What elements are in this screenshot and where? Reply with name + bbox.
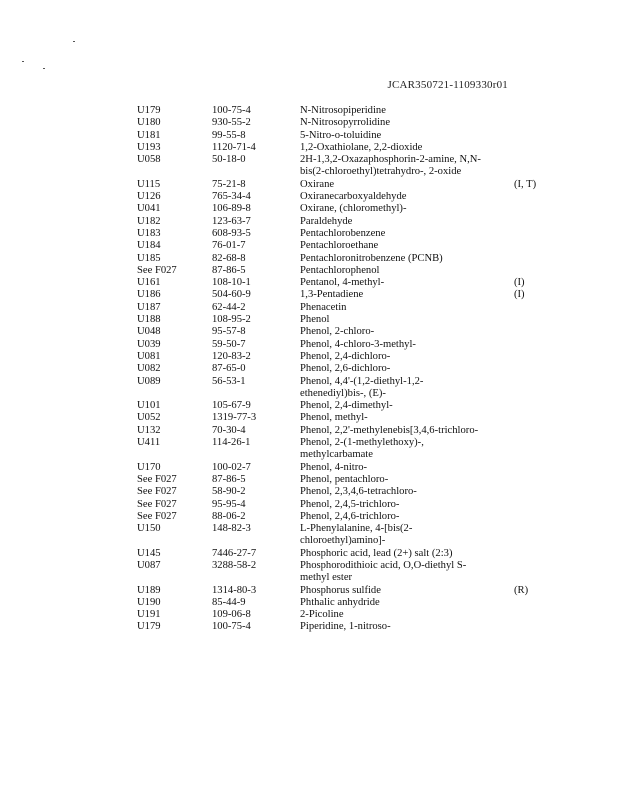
substance-name-line: Oxiranecarboxyaldehyde bbox=[300, 191, 407, 203]
table-row bbox=[0, 437, 618, 462]
waste-code: U058 bbox=[137, 154, 161, 166]
substance-name bbox=[300, 302, 512, 314]
substance-name bbox=[300, 228, 512, 240]
table-row bbox=[0, 277, 618, 289]
cas-number: 99-55-8 bbox=[212, 129, 246, 141]
substance-name bbox=[300, 609, 512, 621]
substance-name-line: Phosphorus sulfide bbox=[300, 584, 381, 596]
table-row bbox=[0, 621, 618, 633]
cas-number: 59-50-7 bbox=[212, 338, 246, 350]
waste-code: U081 bbox=[137, 350, 161, 362]
substance-name-line: Phenol, 4-nitro- bbox=[300, 461, 368, 473]
cas-number: 100-75-4 bbox=[212, 621, 251, 633]
cas-number: 82-68-8 bbox=[212, 252, 246, 264]
waste-code: U041 bbox=[137, 203, 161, 215]
substance-name bbox=[300, 326, 512, 338]
cas-number: 114-26-1 bbox=[212, 437, 251, 449]
substance-name-line: Phenol, 2,3,4,6-tetrachloro- bbox=[300, 486, 417, 498]
substance-name bbox=[300, 142, 512, 154]
substance-name-line: Phthalic anhydride bbox=[300, 596, 380, 608]
table-row bbox=[0, 154, 618, 179]
waste-code: U126 bbox=[137, 191, 161, 203]
substance-name-line: Pentachloronitrobenzene (PCNB) bbox=[300, 252, 443, 264]
substance-name bbox=[300, 216, 512, 228]
substance-name-line: Phenol, pentachloro- bbox=[300, 473, 389, 485]
waste-code: U179 bbox=[137, 105, 161, 116]
scan-speck bbox=[22, 61, 24, 62]
cas-number: 765-34-4 bbox=[212, 191, 251, 203]
hazard-code: (I) bbox=[514, 277, 525, 289]
substance-name-line: Phenol bbox=[300, 314, 330, 326]
waste-code: U082 bbox=[137, 363, 161, 375]
table-row bbox=[0, 105, 618, 117]
table-row bbox=[0, 363, 618, 375]
table-row bbox=[0, 179, 618, 191]
substance-name bbox=[300, 179, 512, 191]
table-row bbox=[0, 130, 618, 142]
waste-code: U115 bbox=[137, 178, 161, 190]
substance-name-line: N-Nitrosopyrrolidine bbox=[300, 117, 391, 129]
substance-name bbox=[300, 548, 512, 560]
table-row bbox=[0, 326, 618, 338]
substance-name bbox=[300, 289, 512, 301]
substance-name bbox=[300, 499, 512, 511]
substance-name bbox=[300, 314, 512, 326]
document-id: JCAR350721-1109330r01 bbox=[387, 79, 508, 91]
waste-code: U182 bbox=[137, 215, 161, 227]
waste-code: U180 bbox=[137, 117, 161, 129]
substance-name-line: chloroethyl)amino]- bbox=[300, 535, 386, 547]
waste-code: U150 bbox=[137, 523, 161, 535]
substance-name-line: Phenol, 2,4-dimethyl- bbox=[300, 400, 393, 412]
substance-name bbox=[300, 400, 512, 412]
cas-number: 87-86-5 bbox=[212, 473, 246, 485]
substance-name bbox=[300, 277, 512, 289]
cas-number: 106-89-8 bbox=[212, 203, 251, 215]
waste-code: U087 bbox=[137, 559, 161, 571]
cas-number: 100-75-4 bbox=[212, 105, 251, 116]
waste-code: U184 bbox=[137, 240, 161, 252]
table-row bbox=[0, 289, 618, 301]
substance-name-line: L-Phenylalanine, 4-[bis(2- bbox=[300, 523, 413, 535]
substance-name bbox=[300, 376, 512, 401]
cas-number: 608-93-5 bbox=[212, 227, 251, 239]
substance-name bbox=[300, 117, 512, 129]
substance-name bbox=[300, 191, 512, 203]
scan-speck bbox=[43, 68, 45, 69]
waste-code: U187 bbox=[137, 301, 161, 313]
cas-number: 88-06-2 bbox=[212, 510, 246, 522]
cas-number: 76-01-7 bbox=[212, 240, 246, 252]
cas-number: 1120-71-4 bbox=[212, 141, 256, 153]
waste-code: U411 bbox=[137, 437, 161, 449]
substance-name-line: ethenediyl)bis-, (E)- bbox=[300, 387, 386, 399]
waste-code: See F027 bbox=[137, 264, 177, 276]
table-row bbox=[0, 216, 618, 228]
waste-code: U179 bbox=[137, 621, 161, 633]
substance-name-line: Phenol, methyl- bbox=[300, 412, 368, 424]
waste-code: U190 bbox=[137, 596, 161, 608]
substance-name bbox=[300, 621, 512, 633]
waste-code: U052 bbox=[137, 412, 161, 424]
table-row bbox=[0, 302, 618, 314]
substance-name-line: 2H-1,3,2-Oxazaphosphorin-2-amine, N,N- bbox=[300, 154, 481, 166]
substance-name bbox=[300, 560, 512, 585]
table-row bbox=[0, 351, 618, 363]
waste-code: U039 bbox=[137, 338, 161, 350]
cas-number: 62-44-2 bbox=[212, 301, 246, 313]
waste-code: U193 bbox=[137, 141, 161, 153]
table-row bbox=[0, 117, 618, 129]
waste-code: U183 bbox=[137, 227, 161, 239]
table-row bbox=[0, 400, 618, 412]
substance-name bbox=[300, 597, 512, 609]
substance-name-line: Phosphoric acid, lead (2+) salt (2:3) bbox=[300, 547, 453, 559]
cas-number: 7446-27-7 bbox=[212, 547, 257, 559]
cas-number: 108-95-2 bbox=[212, 314, 251, 326]
cas-number: 87-65-0 bbox=[212, 363, 246, 375]
substance-name-line: Phenol, 4-chloro-3-methyl- bbox=[300, 338, 416, 350]
substance-name-line: 1,3-Pentadiene bbox=[300, 289, 364, 301]
table-row bbox=[0, 511, 618, 523]
substance-name-line: Oxirane, (chloromethyl)- bbox=[300, 203, 407, 215]
substance-name-line: Phenol, 4,4'-(1,2-diethyl-1,2- bbox=[300, 375, 424, 387]
waste-code: U189 bbox=[137, 584, 161, 596]
table-row bbox=[0, 499, 618, 511]
table-row bbox=[0, 486, 618, 498]
substance-name-line: Oxirane bbox=[300, 178, 335, 190]
substance-name-line: Phenol, 2-(1-methylethoxy)-, bbox=[300, 437, 424, 449]
substance-name-line: Phenacetin bbox=[300, 301, 347, 313]
substance-name-line: Piperidine, 1-nitroso- bbox=[300, 621, 391, 633]
waste-code: U089 bbox=[137, 375, 161, 387]
cas-number: 123-63-7 bbox=[212, 215, 251, 227]
waste-code-table bbox=[0, 105, 618, 634]
cas-number: 100-02-7 bbox=[212, 461, 251, 473]
table-row bbox=[0, 376, 618, 401]
waste-code: See F027 bbox=[137, 473, 177, 485]
substance-name-line: methyl ester bbox=[300, 572, 353, 584]
substance-name bbox=[300, 339, 512, 351]
cas-number: 75-21-8 bbox=[212, 178, 246, 190]
waste-code: U188 bbox=[137, 314, 161, 326]
table-row bbox=[0, 597, 618, 609]
substance-name bbox=[300, 462, 512, 474]
waste-code: U181 bbox=[137, 129, 161, 141]
hazard-code: (I, T) bbox=[514, 178, 537, 190]
substance-name-line: Phenol, 2,4-dichloro- bbox=[300, 350, 391, 362]
substance-name-line: Pentanol, 4-methyl- bbox=[300, 277, 385, 289]
waste-code: U161 bbox=[137, 277, 161, 289]
table-row bbox=[0, 265, 618, 277]
substance-name-line: Pentachloroethane bbox=[300, 240, 379, 252]
table-row bbox=[0, 203, 618, 215]
substance-name bbox=[300, 425, 512, 437]
substance-name bbox=[300, 474, 512, 486]
table-row bbox=[0, 609, 618, 621]
cas-number: 105-67-9 bbox=[212, 400, 251, 412]
waste-code: U185 bbox=[137, 252, 161, 264]
cas-number: 148-82-3 bbox=[212, 523, 251, 535]
table-row bbox=[0, 142, 618, 154]
table-row bbox=[0, 339, 618, 351]
scan-speck bbox=[73, 41, 75, 42]
substance-name-line: Phenol, 2,4,5-trichloro- bbox=[300, 498, 400, 510]
substance-name-line: methylcarbamate bbox=[300, 449, 373, 461]
table-row bbox=[0, 314, 618, 326]
cas-number: 87-86-5 bbox=[212, 264, 246, 276]
substance-name-line: bis(2-chloroethyl)tetrahydro-, 2-oxide bbox=[300, 166, 462, 178]
substance-name bbox=[300, 437, 512, 462]
substance-name-line: Phenol, 2,2'-methylenebis[3,4,6-trichloro- bbox=[300, 424, 479, 436]
table-row bbox=[0, 412, 618, 424]
cas-number: 1319-77-3 bbox=[212, 412, 257, 424]
waste-code: U101 bbox=[137, 400, 161, 412]
table-row bbox=[0, 585, 618, 597]
table-row bbox=[0, 240, 618, 252]
waste-code: U170 bbox=[137, 461, 161, 473]
cas-number: 95-57-8 bbox=[212, 326, 246, 338]
table-row bbox=[0, 560, 618, 585]
substance-name-line: Phenol, 2-chloro- bbox=[300, 326, 375, 338]
cas-number: 50-18-0 bbox=[212, 154, 246, 166]
waste-code: See F027 bbox=[137, 486, 177, 498]
substance-name bbox=[300, 351, 512, 363]
substance-name bbox=[300, 265, 512, 277]
cas-number: 3288-58-2 bbox=[212, 559, 257, 571]
substance-name-line: 2-Picoline bbox=[300, 609, 344, 621]
table-row bbox=[0, 548, 618, 560]
substance-name bbox=[300, 203, 512, 215]
hazard-code: (I) bbox=[514, 289, 525, 301]
cas-number: 108-10-1 bbox=[212, 277, 251, 289]
cas-number: 109-06-8 bbox=[212, 609, 251, 621]
table-row bbox=[0, 425, 618, 437]
hazard-code: (R) bbox=[514, 584, 529, 596]
table-row bbox=[0, 523, 618, 548]
waste-code: U186 bbox=[137, 289, 161, 301]
cas-number: 95-95-4 bbox=[212, 498, 246, 510]
substance-name bbox=[300, 363, 512, 375]
cas-number: 930-55-2 bbox=[212, 117, 251, 129]
substance-name bbox=[300, 154, 512, 179]
substance-name bbox=[300, 511, 512, 523]
table-row bbox=[0, 474, 618, 486]
substance-name-line: Phenol, 2,6-dichloro- bbox=[300, 363, 391, 375]
waste-code: U048 bbox=[137, 326, 161, 338]
table-row bbox=[0, 228, 618, 240]
substance-name bbox=[300, 585, 512, 597]
substance-name bbox=[300, 486, 512, 498]
cas-number: 120-83-2 bbox=[212, 350, 251, 362]
substance-name-line: 5-Nitro-o-toluidine bbox=[300, 129, 382, 141]
substance-name-line: Phosphorodithioic acid, O,O-diethyl S- bbox=[300, 559, 467, 571]
substance-name bbox=[300, 523, 512, 548]
waste-code: U191 bbox=[137, 609, 161, 621]
table-row bbox=[0, 253, 618, 265]
cas-number: 85-44-9 bbox=[212, 596, 246, 608]
substance-name-line: Pentachlorobenzene bbox=[300, 227, 386, 239]
substance-name-line: Pentachlorophenol bbox=[300, 264, 380, 276]
cas-number: 1314-80-3 bbox=[212, 584, 257, 596]
substance-name bbox=[300, 240, 512, 252]
substance-name-line: N-Nitrosopiperidine bbox=[300, 105, 386, 116]
substance-name-line: Paraldehyde bbox=[300, 215, 353, 227]
table-row bbox=[0, 462, 618, 474]
cas-number: 58-90-2 bbox=[212, 486, 246, 498]
substance-name bbox=[300, 412, 512, 424]
table-row bbox=[0, 191, 618, 203]
waste-code: U145 bbox=[137, 547, 161, 559]
substance-name-line: Phenol, 2,4,6-trichloro- bbox=[300, 510, 400, 522]
waste-code: See F027 bbox=[137, 498, 177, 510]
cas-number: 56-53-1 bbox=[212, 375, 246, 387]
substance-name-line: 1,2-Oxathiolane, 2,2-dioxide bbox=[300, 141, 423, 153]
substance-name bbox=[300, 105, 512, 117]
substance-name bbox=[300, 130, 512, 142]
substance-name bbox=[300, 253, 512, 265]
cas-number: 70-30-4 bbox=[212, 424, 246, 436]
waste-code: U132 bbox=[137, 424, 161, 436]
waste-code: See F027 bbox=[137, 510, 177, 522]
cas-number: 504-60-9 bbox=[212, 289, 251, 301]
